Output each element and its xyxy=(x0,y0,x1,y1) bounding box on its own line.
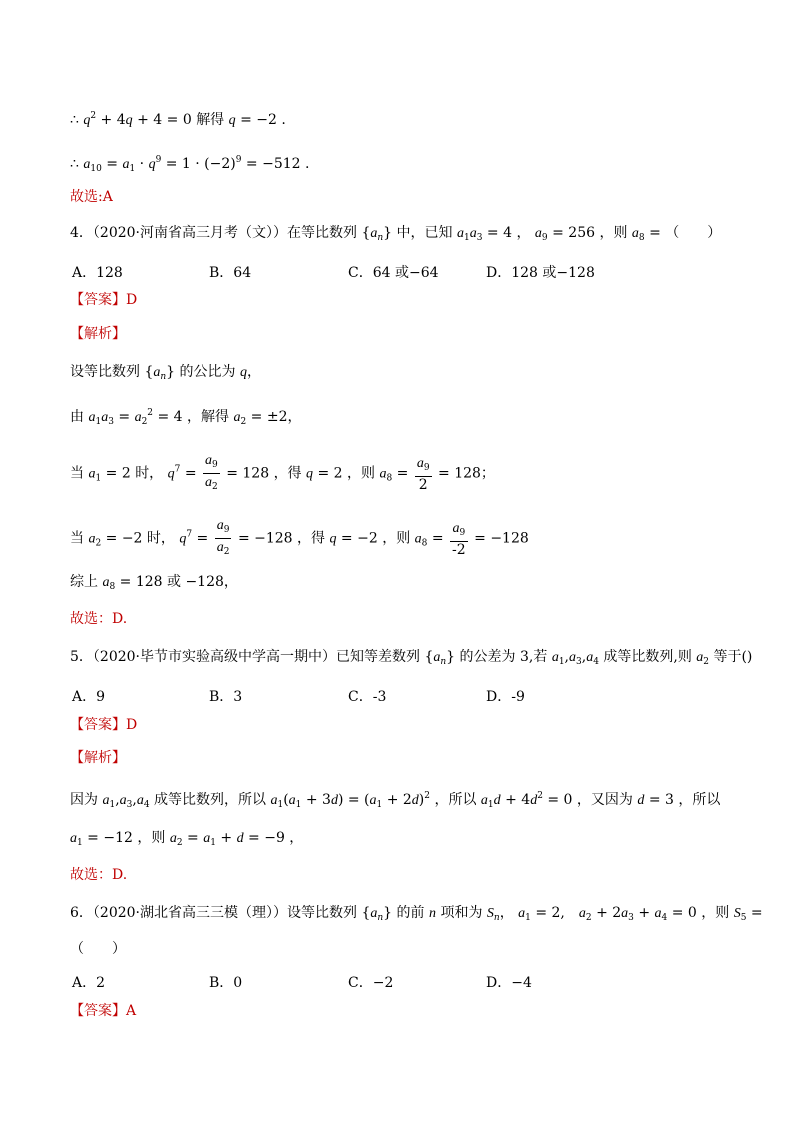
text: 或 xyxy=(167,574,181,590)
stem-text: ，则 xyxy=(701,905,730,921)
answer-label: 【答案】A xyxy=(70,1003,137,1019)
text: 综上 xyxy=(70,574,98,590)
fraction: $\frac{a_9}{a_2}$ xyxy=(205,453,218,492)
text: 当 xyxy=(70,465,84,482)
fraction: $\frac{a_9}{2}$ xyxy=(416,455,430,493)
fraction: $\frac{a_9}{a_2}$ xyxy=(216,518,230,557)
stem-text: 的公差为 3,若 xyxy=(459,649,548,665)
stem-text: 4．（2020·河南省高三月考（文））在等比数列 xyxy=(70,225,357,241)
option-a: A．128 xyxy=(72,265,123,281)
solution-line: $a_1 = -12$ ，则 $a_2 = a_1 + d = -9$ ， xyxy=(70,830,304,848)
text: ，则 xyxy=(137,830,166,846)
solution-line: ∴ $q^2 + 4q + 4 = 0$ 解得 q = −2 . xyxy=(70,111,286,128)
option-d: D．128 或−128 xyxy=(486,265,595,281)
stem-text: 项和为 xyxy=(440,905,483,921)
text: 时， xyxy=(135,465,164,482)
option-d: D．-9 xyxy=(486,689,525,705)
solution-line: 当 $a_2 = -2$ 时， $q^7$ = $\frac{a_9}{a_2}$ = −128 ，得 q = −2 ，则 $a_8$ = $\frac{a_9}{-2}$ = −128 xyxy=(70,517,529,560)
question-6-paren: （ ） xyxy=(70,941,126,957)
text: ，解得 xyxy=(187,409,230,425)
option-b: B．0 xyxy=(209,975,243,991)
stem-text: 等于() xyxy=(713,649,753,665)
option-a: A．9 xyxy=(72,689,106,705)
solution-line: 当 $a_1 = 2$ 时， $q^7$ = $\frac{a_9}{a_2}$ = 128 ，得 q = 2 ，则 $a_8$ = $\frac{a_9}{2}$ = 128； xyxy=(70,452,495,495)
stem-text: ，则 xyxy=(599,225,628,241)
text: 的公比为 xyxy=(179,364,236,380)
text: 时， xyxy=(146,530,175,547)
text: 成等比数列，所以 xyxy=(154,792,267,808)
therefore-symbol: ∴ xyxy=(70,112,79,128)
stem-text: 5．（2020·毕节市实验高级中学高一期中）已知等差数列 xyxy=(70,649,420,665)
solution-line: ∴ $a_{10} = a_1 \cdot q^9 = 1 \cdot (-2)^9 = -512$ . xyxy=(70,155,310,174)
stem-text: 中，已知 xyxy=(396,225,453,241)
option-c: C．64 或−64 xyxy=(348,265,439,281)
question-5-stem: 5．（2020·毕节市实验高级中学高一期中）已知等差数列 $\{a_n\}$ 的公差为 3,若 $a_1,a_3,a_4$ 成等比数列,则 $a_2$ 等于() xyxy=(70,649,753,667)
question-6-stem: 6．（2020·湖北省高三三模（理））设等比数列 $\{a_n\}$ 的前 n 项和为 $S_n$， $a_1 = 2$, $a_2 + 2a_3 + a_4 = 0$ ，则 $S_5$ = xyxy=(70,905,763,923)
therefore-symbol: ∴ xyxy=(70,156,79,172)
option-a: A．2 xyxy=(72,975,106,991)
text: ，得 xyxy=(297,530,326,547)
answer-label: 【答案】D xyxy=(70,292,138,308)
solution-line: 由 $a_1a_3 = a_2^2 = 4$ ，解得 $a_2 = \pm 2$， xyxy=(70,408,302,427)
solution-line: 综上 $a_8 = 128$ 或 −128， xyxy=(70,574,238,592)
choose-line: 故选:A xyxy=(70,189,113,205)
stem-text: （ ） xyxy=(665,225,722,241)
answer-label: 【答案】D xyxy=(70,717,138,733)
text: ，所以 xyxy=(434,792,477,808)
text: 当 xyxy=(70,530,84,547)
option-b: B．3 xyxy=(209,689,243,705)
text: ，则 xyxy=(382,530,411,547)
option-c: C．-3 xyxy=(348,689,387,705)
stem-text: 的前 xyxy=(396,905,425,921)
analysis-label: 【解析】 xyxy=(70,750,126,766)
question-4-stem: 4．（2020·河南省高三月考（文））在等比数列 $\{a_n\}$ 中，已知 $a_1a_3 = 4$ ， $a_9 = 256$ ，则 $a_8$ = （ ） xyxy=(70,225,722,243)
text: ，则 xyxy=(347,465,376,482)
stem-text: 成等比数列,则 xyxy=(603,649,692,665)
choose-line: 故选：D. xyxy=(70,611,128,627)
option-b: B．64 xyxy=(209,265,252,281)
solution-line: 因为 $a_1,a_3,a_4$ 成等比数列，所以 $a_1(a_1 + 3d) = (a_1 + 2d)^2$ ，所以 $a_1d + 4d^2 = 0$ ，又因为 d = 3 ，所以 xyxy=(70,791,721,810)
option-c: C．−2 xyxy=(348,975,394,991)
stem-text: 6．（2020·湖北省高三三模（理））设等比数列 xyxy=(70,905,357,921)
solution-line: 设等比数列 $\{a_n\}$ 的公比为 q， xyxy=(70,364,261,382)
text: ，所以 xyxy=(678,792,721,808)
option-d: D．−4 xyxy=(486,975,532,991)
fraction: $\frac{a_9}{-2}$ xyxy=(452,520,466,558)
text: 设等比数列 xyxy=(70,364,140,380)
text: 解得 xyxy=(196,112,225,128)
text: ，得 xyxy=(273,465,302,482)
text: 由 xyxy=(70,409,84,425)
analysis-label: 【解析】 xyxy=(70,326,126,342)
choose-line: 故选：D. xyxy=(70,867,128,883)
text: 因为 xyxy=(70,792,98,808)
text: ，又因为 xyxy=(576,792,633,808)
